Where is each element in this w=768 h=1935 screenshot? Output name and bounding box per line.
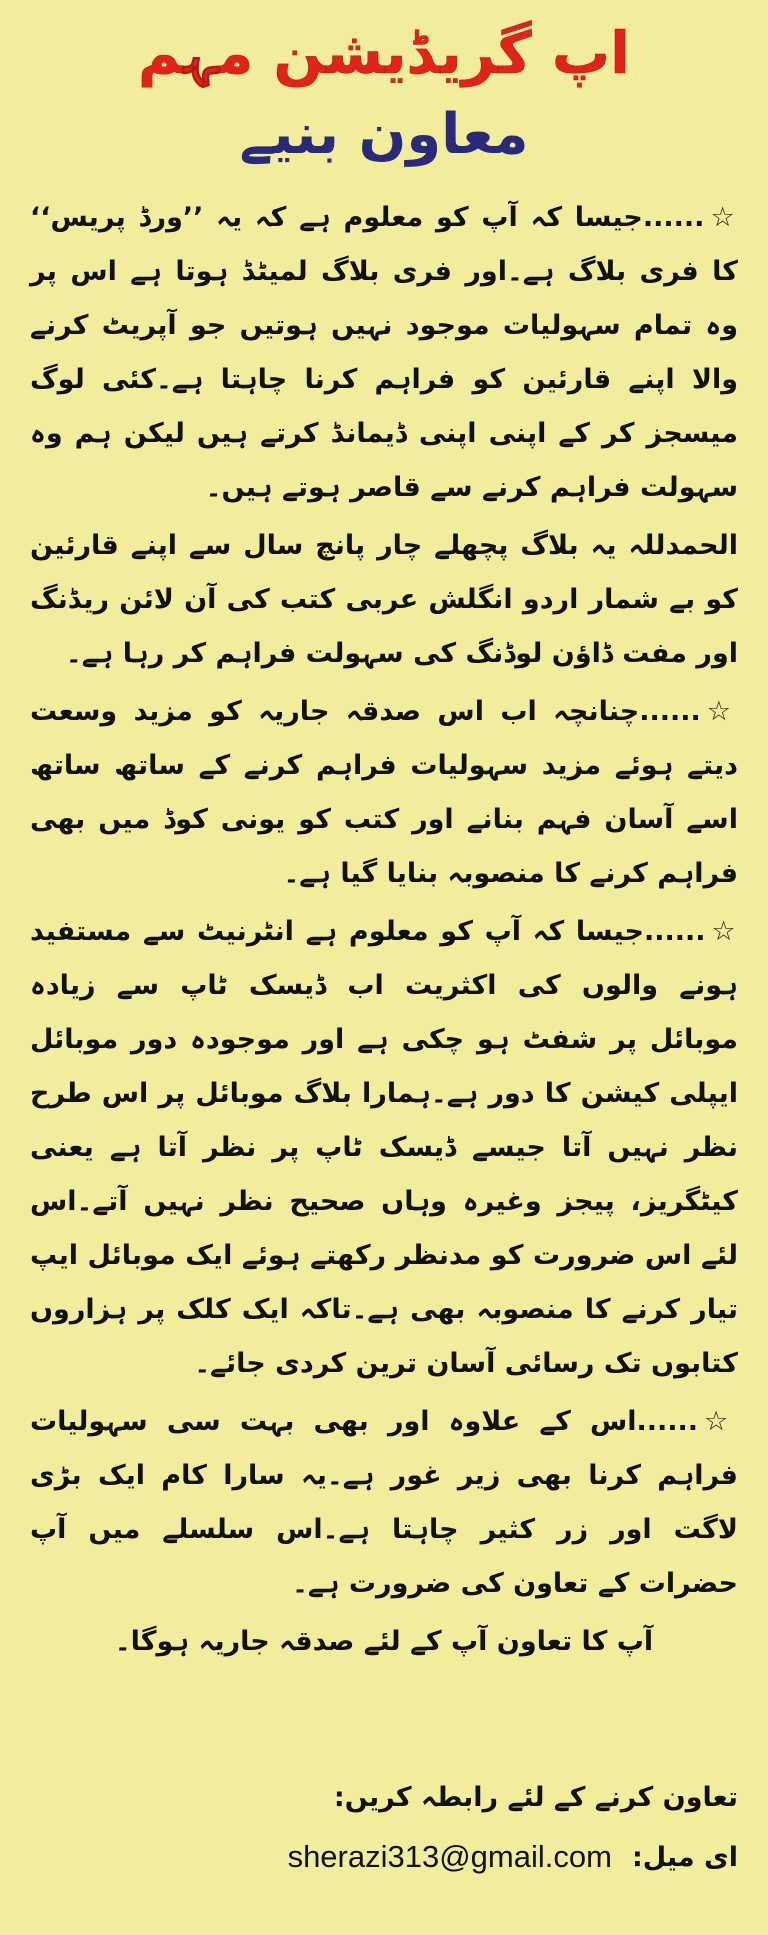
star-icon: ☆ (704, 1406, 738, 1438)
paragraph-2 (30, 519, 738, 681)
paragraph-text: ......چنانچہ اب اس صدقہ جاریہ کو مزید وسعت دیتے ہوئے مزید سہولیات فراہم کرنے کے ساتھ ساتھ اسے آسان فہم بنانے اور کتب کو یونی کوڈ میں بھی فراہم کرنے کا منصوبہ بنایا گیا ہے۔ (30, 696, 738, 890)
email-link[interactable]: sherazi313@gmail.com (287, 1839, 612, 1875)
paragraph-text: الحمدللہ یہ بلاگ پچھلے چار پانچ سال سے اپنے قارئین کو بے شمار اردو انگلش عربی کتب کی آن لائن ریڈنگ اور مفت ڈاؤن لوڈنگ کی سہولت فراہم کر رہا ہے۔ (30, 530, 738, 670)
contact-label: تعاون کرنے کے لئے رابطہ کریں: (333, 1782, 738, 1814)
paragraph-text: ......جیسا کہ آپ کو معلوم ہے کہ یہ ’’ورڈ پریس‘‘ کا فری بلاگ ہے۔اور فری بلاگ لمیٹڈ ہوتا ہے اس پر وہ تمام سہولیات موجود نہیں ہوتیں جو آپریٹ کرنے والا اپنے قارئین کو فراہم کرنا چاہتا ہے۔کئی لوگ میسجز کر کے اپنی اپنی ڈیمانڈ کرتے ہیں لیکن ہم وہ سہولت فراہم کرنے سے قاصر ہوتے ہیں۔ (30, 202, 738, 504)
star-icon: ☆ (706, 696, 738, 728)
closing-line: آپ کا تعاون آپ کے لئے صدقہ جاریہ ہوگا۔ (114, 1626, 654, 1658)
page-title: اپ گریڈیشن مہم (137, 19, 630, 87)
paragraph-text: ......جیسا کہ آپ کو معلوم ہے انٹرنیٹ سے مستفید ہونے والوں کی اکثریت اب ڈیسک ٹاپ سے زیادہ موبائل پر شفٹ ہو چکی ہے اور موجودہ دور موبائل ایپلی کیشن کا دور ہے۔ہمارا بلاگ موبائل پر اس طرح نظر نہیں آتا جیسے ڈیسک ٹاپ پر نظر آتا ہے یعنی کیٹگریز، پیجز وغیرہ وہاں صحیح نظر نہیں آتے۔اس لئے اس ضرورت کو مدنظر رکھتے ہوئے ایک موبائل ایپ تیار کرنے کا منصوبہ بھی ہے۔تاکہ ایک کلک پر ہزاروں کتابوں تک رسائی آسان ترین کردی جائے۔ (30, 916, 738, 1380)
star-icon: ☆ (711, 916, 738, 948)
page-subtitle: معاون بنیے (239, 101, 529, 167)
body-text (30, 191, 738, 1611)
email-row (30, 1839, 738, 1875)
paragraph-4 (30, 905, 738, 1391)
email-label: ای میل: (631, 1841, 738, 1873)
paragraph-text: ......اس کے علاوہ اور بھی بہت سی سہولیات فراہم کرنا بھی زیر غور ہے۔یہ سارا کام ایک بڑی لاگت اور زر کثیر چاہتا ہے۔اس سلسلے میں آپ حضرات کے تعاون کی ضرورت ہے۔ (30, 1406, 738, 1600)
star-icon: ☆ (710, 202, 739, 234)
paragraph-3 (30, 685, 738, 901)
paragraph-5 (30, 1395, 738, 1611)
paragraph-1 (30, 191, 738, 515)
